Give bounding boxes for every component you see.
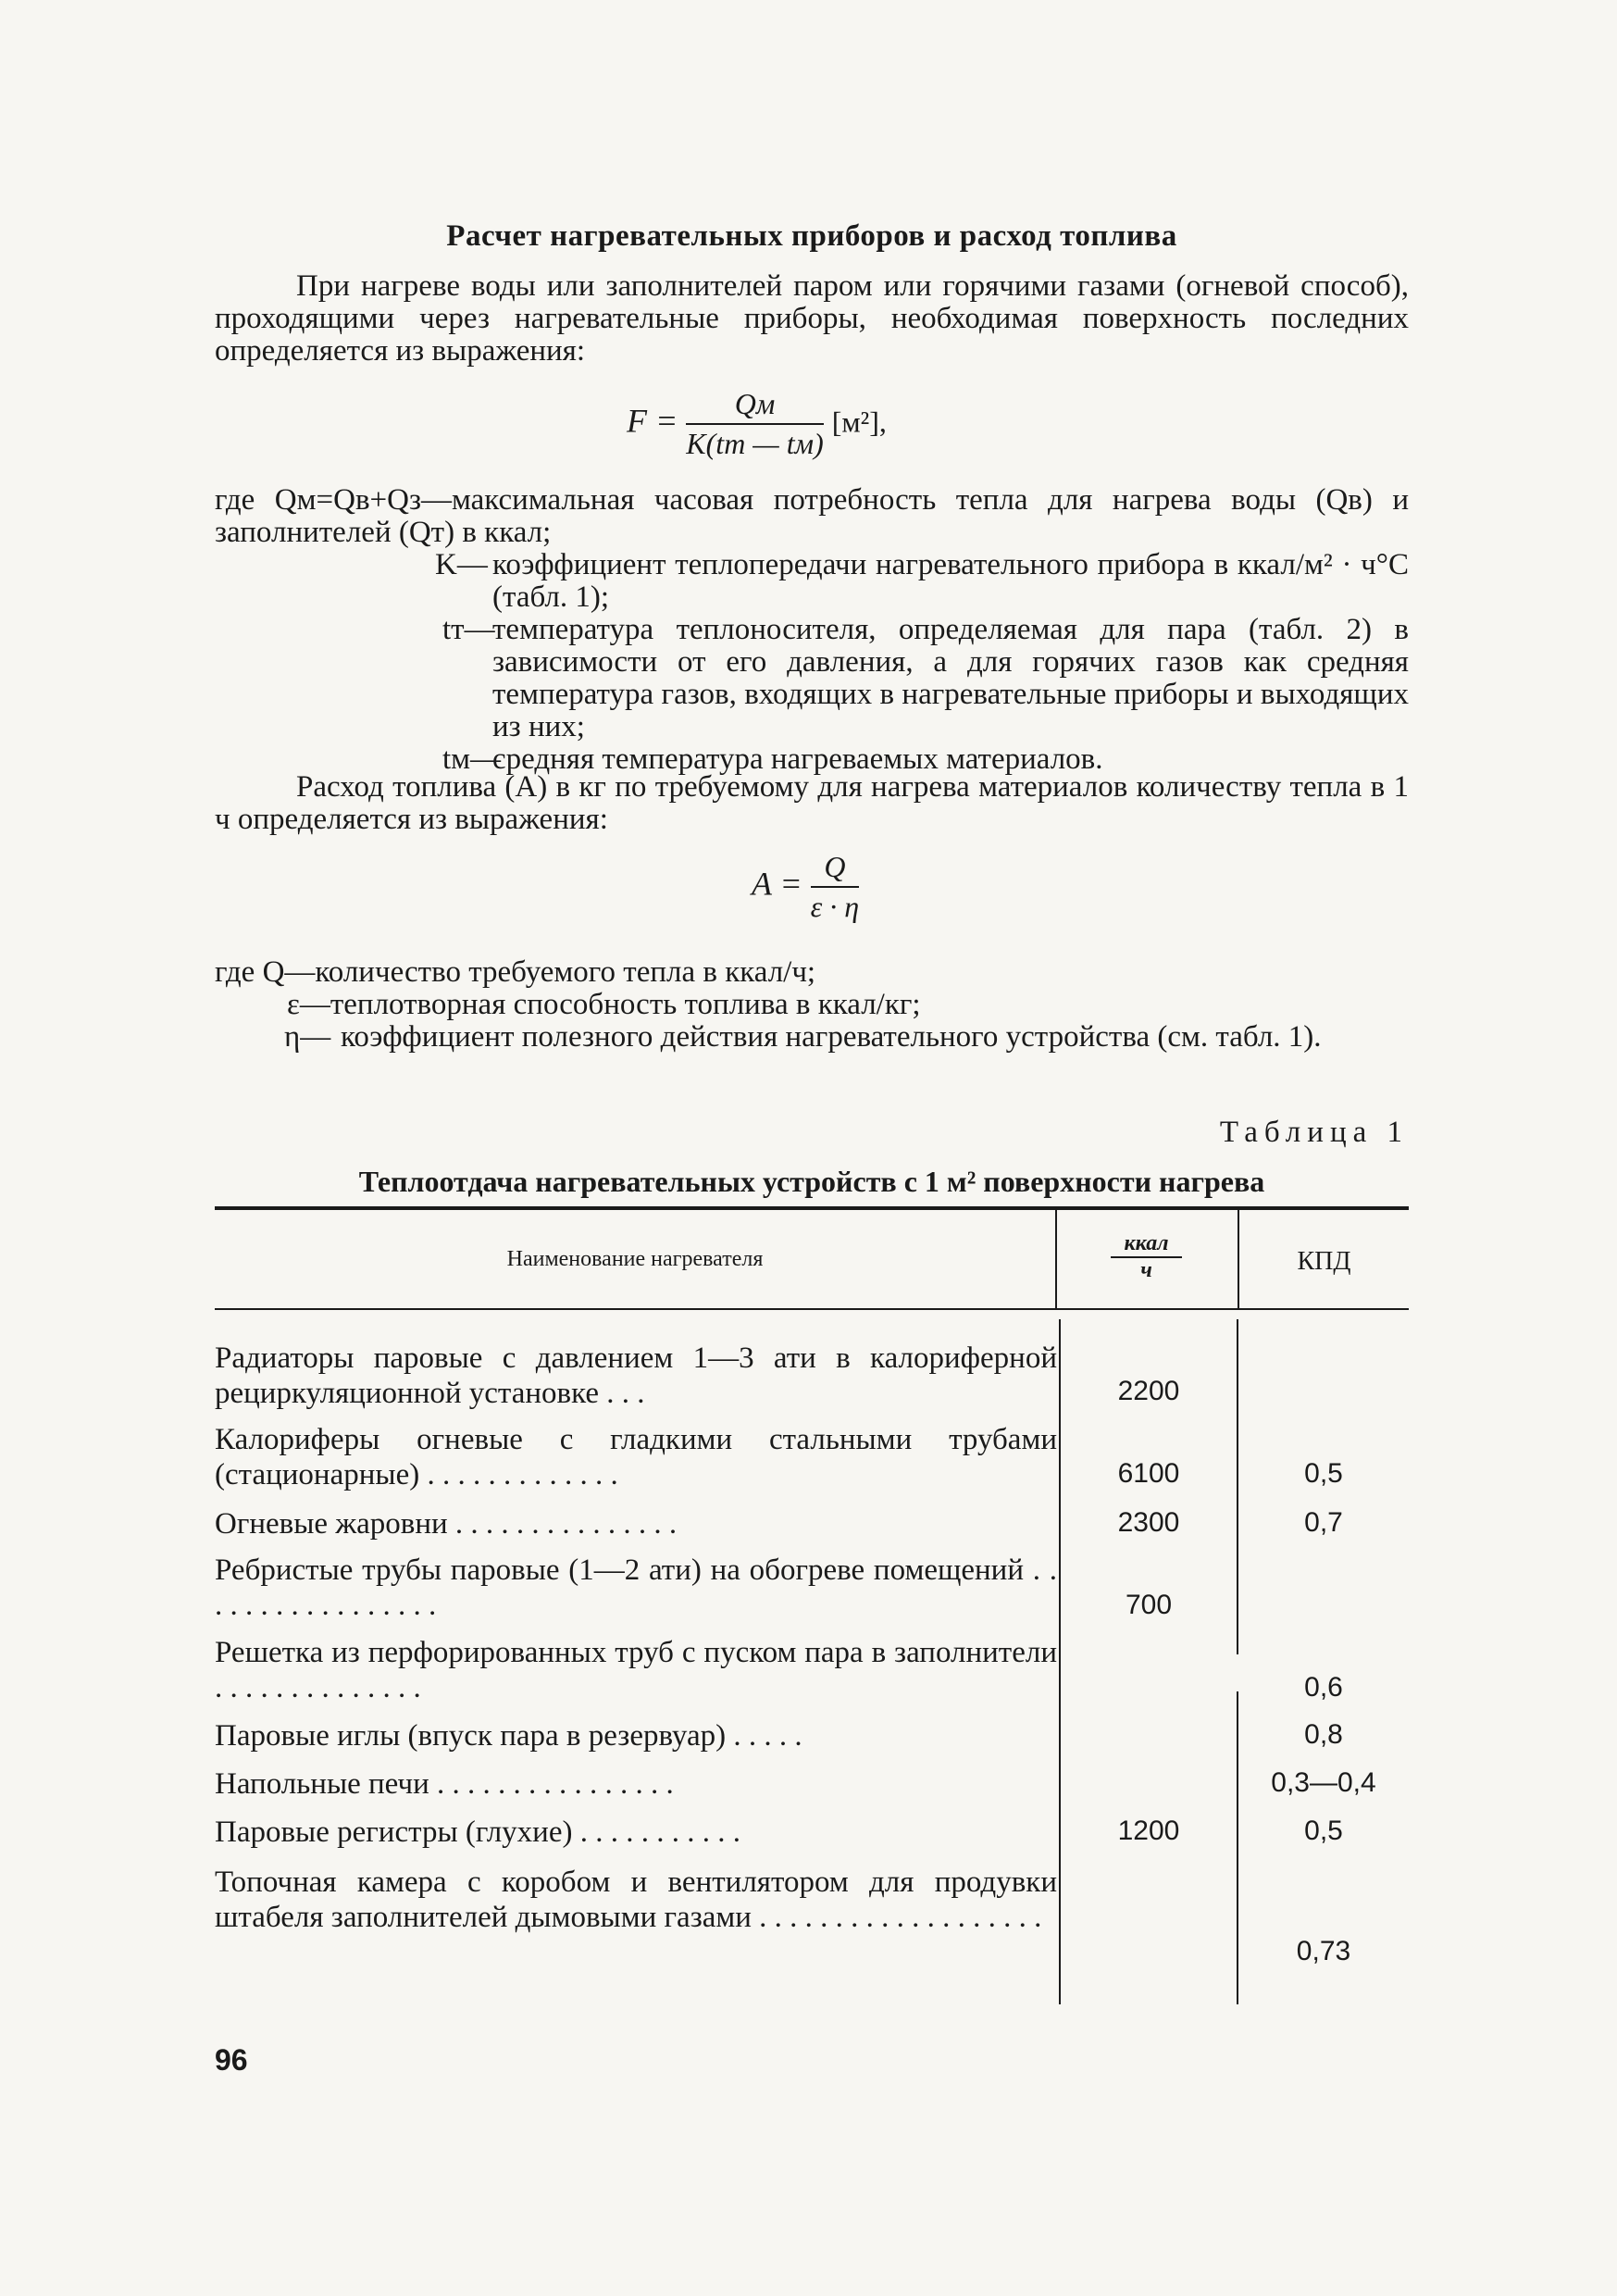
table-row: Напольные печи . . . . . . . . . . . . . . . . (215, 1767, 674, 1801)
definition-item (215, 989, 1409, 1021)
cell-kpd: 0,7 (1304, 1507, 1343, 1538)
header-kpd: КПД (1297, 1247, 1351, 1276)
cell-kpd: 0,5 (1304, 1816, 1343, 1846)
definition-text: максимальная часовая потребность тепла для нагрева воды (Qв) и заполнителей (Qт) в ккал; (215, 483, 1409, 549)
formula-fuel-lhs: A = (752, 865, 802, 903)
cell-kcal: 1200 (1117, 1816, 1180, 1846)
table-row: Ребристые трубы паровые (1—2 ати) на обогреве помещений . . . . . . . . . . . . . . . . . (215, 1554, 1057, 1622)
table-row: Топочная камера с коробом и вентилятором для продувки штабеля заполнителей дымовыми газами . . . . . . . . . . . . . . . . . . . (215, 1866, 1057, 1934)
fuel-paragraph (215, 771, 1409, 836)
column-divider (1059, 1319, 1061, 2004)
document-page (215, 0, 1409, 2296)
cell-kpd: 0,73 (1296, 1936, 1351, 1966)
intro-text: При нагреве воды или заполнителей паром или горячими газами (огневой способ), проходящими через нагревательные приборы, необходимая поверхность последних определяется из выражения: (215, 269, 1409, 368)
table-row: Калориферы огневые с гладкими стальными трубами (стационарные) . . . . . . . . . . . . . (215, 1423, 1057, 1491)
cell-kcal: 2300 (1117, 1507, 1180, 1538)
definition-item (215, 1021, 1409, 1054)
definition-term: ε— (287, 988, 330, 1021)
table-row: Радиаторы паровые с давлением 1—3 ати в калориферной рециркуляционной установке . . . (215, 1341, 1057, 1410)
page-number: 96 (215, 2043, 248, 2077)
definition-text: коэффициент теплопередачи нагревательного прибора в ккал/м² · ч°С (табл. 1); (492, 548, 1409, 614)
section-title: Расчет нагревательных приборов и расход топлива (446, 219, 1177, 253)
definition-text: теплотворная способность топлива в ккал/кг; (330, 988, 921, 1021)
definition-term: где Q— (215, 955, 316, 989)
cell-kcal: 700 (1125, 1590, 1173, 1620)
formula-area-fraction (686, 387, 823, 461)
fuel-text: Расход топлива (A) в кг по требуемому для нагрева материалов количеству тепла в 1 ч определяется из выражения: (215, 770, 1409, 836)
cell-kpd: 0,5 (1304, 1458, 1343, 1489)
table-row: Паровые иглы (впуск пара в резервуар) . . . . . (215, 1719, 802, 1753)
definition-text: температура теплоносителя, определяемая для пара (табл. 2) в зависимости от его давления, а для горячих газов как средняя температура газов, входящих в нагревательные приборы и выходящих из них; (492, 613, 1409, 743)
table-row: Решетка из перфорированных труб с пуском пара в заполнители . . . . . . . . . . . . . . (215, 1636, 1057, 1704)
definition-item (215, 484, 1409, 549)
formula-area-numerator: Qм (686, 387, 823, 425)
cell-kpd: 0,3—0,4 (1271, 1767, 1376, 1798)
header-kcal-denominator: ч (1140, 1258, 1152, 1282)
fuel-definitions (215, 956, 1409, 1054)
table-row: Паровые регистры (глухие) . . . . . . . . . . . (215, 1816, 740, 1849)
header-kcal-numerator: ккал (1111, 1231, 1181, 1258)
definition-item (215, 614, 1409, 743)
cell-kcal: 6100 (1117, 1458, 1180, 1489)
formula-area-denominator: K(tт — tм) (686, 427, 824, 460)
formula-area (627, 387, 887, 461)
formula-fuel-fraction (811, 850, 859, 924)
formula-area-unit: [м²], (831, 405, 887, 439)
definition-term: где Qм=Qв+Qз— (215, 483, 452, 517)
cell-kpd: 0,8 (1304, 1719, 1343, 1750)
table-title: Теплоотдача нагревательных устройств с 1 м² поверхности нагрева (358, 1165, 1265, 1198)
formula-fuel-denominator: ε · η (810, 890, 860, 923)
definition-item (215, 956, 1409, 989)
definition-term: η— (284, 1020, 331, 1054)
table-top-rule (215, 1206, 1409, 1210)
formula-area-lhs: F = (627, 402, 678, 440)
formula-fuel (752, 850, 859, 924)
header-name: Наименование нагревателя (506, 1247, 764, 1271)
table-header-rule (215, 1308, 1409, 1310)
intro-paragraph (215, 270, 1409, 368)
formula-fuel-numerator: Q (811, 850, 859, 888)
definition-term: K— (435, 548, 488, 581)
definition-term: tт— (442, 613, 495, 646)
cell-kpd: 0,6 (1304, 1672, 1343, 1703)
cell-kcal: 2200 (1117, 1376, 1180, 1406)
definition-item (215, 549, 1409, 614)
table-label: Таблица 1 (1219, 1116, 1409, 1149)
header-kcal (1055, 1231, 1238, 1283)
table-row: Огневые жаровни . . . . . . . . . . . . . . . (215, 1507, 678, 1541)
definitions-area (215, 484, 1409, 776)
definition-term: tм— (442, 742, 502, 776)
definition-text: количество требуемого тепла в ккал/ч; (315, 955, 816, 989)
definition-text: коэффициент полезного действия нагревательного устройства (см. табл. 1). (341, 1020, 1322, 1054)
definition-text: средняя температура нагреваемых материалов. (492, 742, 1103, 776)
